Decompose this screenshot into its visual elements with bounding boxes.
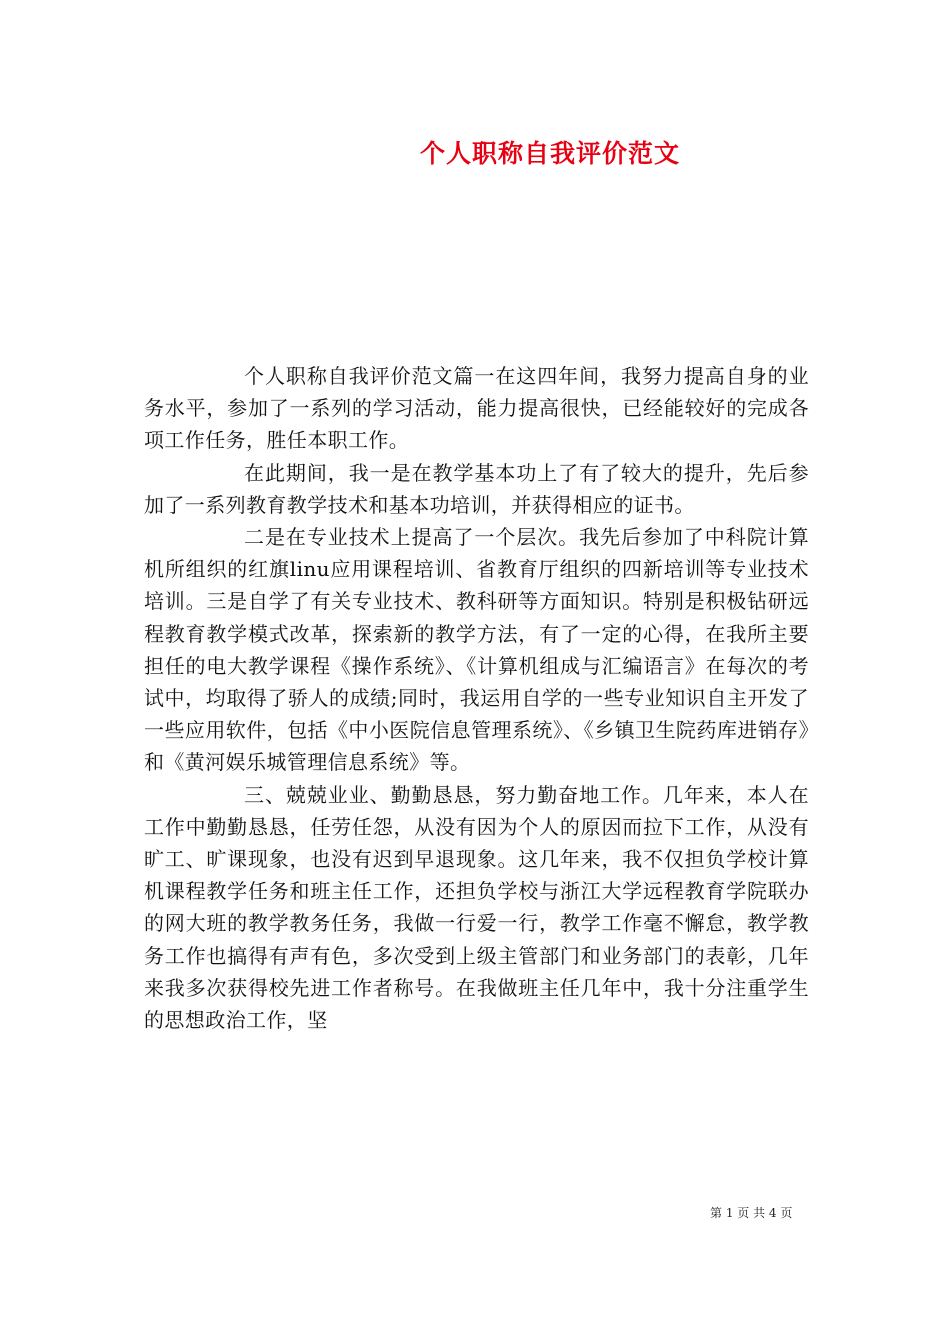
paragraph-2: 在此期间，我一是在教学基本功上了有了较大的提升，先后参加了一系列教育教学技术和基本功培训，并获得相应的证书。 [144,460,809,517]
page-number-footer: 第 1 页 共 4 页 [710,1206,793,1220]
paragraph-1: 个人职称自我评价范文篇一在这四年间，我努力提高自身的业务水平，参加了一系列的学习活动，能力提高很快，已经能较好的完成各项工作任务，胜任本职工作。 [144,364,809,453]
document-title: 个人职称自我评价范文 [419,139,680,168]
paragraph-3: 二是在专业技术上提高了一个层次。我先后参加了中科院计算机所组织的红旗linu应用课程培训、省教育厅组织的四新培训等专业技术培训。三是自学了有关专业技术、教科研等方面知识。特别是积极钻研远程教育教学模式改革，探索新的教学方法，有了一定的心得，在我所主要担任的电大教学课程《操作系统》、《计算机组成与汇编语言》在每次的考试中，均取得了骄人的成绩;同时，我运用自学的一些专业知识自主开发了一些应用软件，包括《中小医院信息管理系统》、《乡镇卫生院药库进销存》和《黄河娱乐城管理信息系统》等。 [144,525,809,775]
paragraph-4: 三、兢兢业业、勤勤恳恳，努力勤奋地工作。几年来，本人在工作中勤勤恳恳，任劳任怨，从没有因为个人的原因而拉下工作，从没有旷工、旷课现象，也没有迟到早退现象。这几年来，我不仅担负学校计算机课程教学任务和班主任工作，还担负学校与浙江大学远程教育学院联办的网大班的教学教务任务，我做一行爱一行，教学工作毫不懈怠，教学教务工作也搞得有声有色，多次受到上级主管部门和业务部门的表彰，几年来我多次获得校先进工作者称号。在我做班主任几年中，我十分注重学生的思想政治工作，坚 [144,782,809,1033]
document-body [144,360,809,1036]
